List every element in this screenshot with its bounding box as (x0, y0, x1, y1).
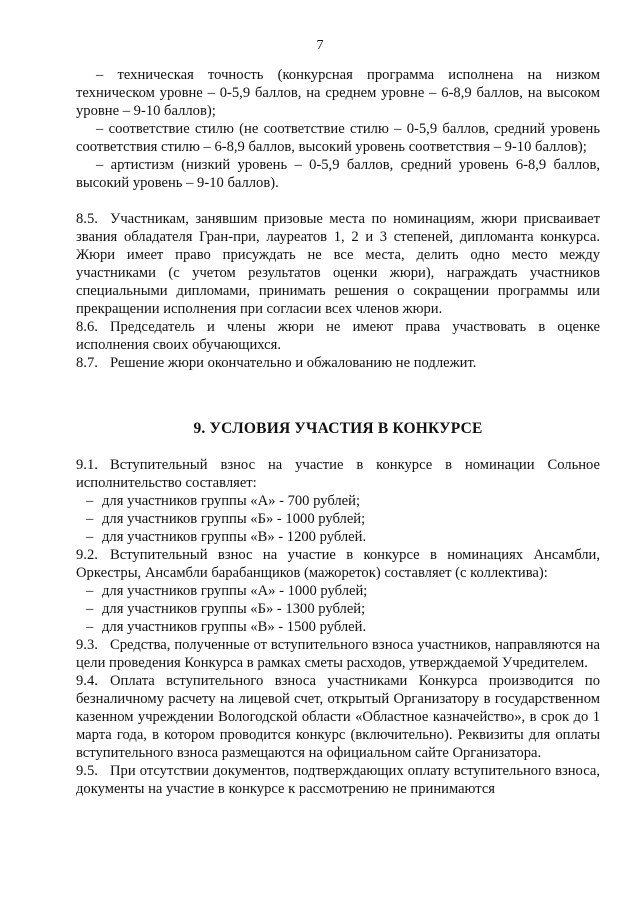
clause-text: Вступительный взнос на участие в конкурсе в номинациях Ансамбли, Оркестры, Ансамбли барабанщиков (мажореток) составляет (с коллектива): (76, 547, 600, 581)
clause-8-5 (76, 210, 600, 318)
list-item: – для участников группы «А» - 1000 рублей; (76, 582, 600, 600)
section-heading: 9. УСЛОВИЯ УЧАСТИЯ В КОНКУРСЕ (193, 420, 483, 437)
clause-text: Оплата вступительного взноса участниками Конкурса производится по безналичному расчету на лицевой счет, открытый Организатору в государственном казенном учреждении Вологодской области «Областное казначейство», в срок до 1 марта года, в котором проводится конкурс (включительно). Реквизиты для оплаты вступительного взноса размещаются на официальном сайте Организатора. (76, 673, 600, 761)
clause-text: Вступительный взнос на участие в конкурсе в номинации Сольное исполнительство составляет: (76, 457, 600, 491)
page-number: 7 (316, 38, 324, 53)
clause-number: 9.3. (76, 637, 98, 653)
list-item: – для участников группы «Б» - 1000 рублей; (76, 510, 600, 528)
criterion-technical-accuracy: – техническая точность (конкурсная программа исполнена на низком техническом уровне – 0-5,9 баллов, на среднем уровне – 6-8,9 баллов, на высоком уровне – 9-10 баллов); (76, 67, 600, 119)
criterion-style-conformity: – соответствие стилю (не соответствие стилю – 0-5,9 баллов, средний уровень соответствия стилю – 6-8,9 баллов, высокий уровень соответствия – 9-10 баллов); (76, 121, 600, 155)
clause-number: 9.5. (76, 763, 98, 779)
clause-text: Председатель и члены жюри не имеют права участвовать в оценке исполнения своих обучающихся. (76, 319, 600, 353)
document-body (76, 66, 600, 798)
criterion-artistry: – артистизм (низкий уровень – 0-5,9 баллов, средний уровень 6-8,9 баллов, высокий уровень – 9-10 баллов). (76, 157, 600, 191)
clause-9-2 (76, 546, 600, 582)
clause-number: 8.6. (76, 319, 98, 335)
fee-list-ensembles (76, 582, 600, 636)
clause-text: Участникам, занявшим призовые места по номинациям, жюри присваивает звания обладателя Гран-при, лауреатов 1, 2 и 3 степеней, дипломанта конкурса. Жюри имеет право присуждать не все места, делить одно место между участниками (с учетом результатов оценки жюри), награждать участников специальными дипломами, принимать решения о сокращении программы или прекращении исполнения при согласии всех членов жюри. (76, 211, 600, 317)
list-item: – для участников группы «А» - 700 рублей; (76, 492, 600, 510)
clause-number: 9.2. (76, 547, 98, 563)
list-item: – для участников группы «Б» - 1300 рублей; (76, 600, 600, 618)
clause-number: 9.1. (76, 457, 98, 473)
clause-number: 9.4. (76, 673, 98, 689)
clause-8-6 (76, 318, 600, 354)
clause-9-4 (76, 672, 600, 762)
clause-number: 8.5. (76, 211, 98, 227)
clause-9-1 (76, 456, 600, 492)
clause-number: 8.7. (76, 355, 98, 371)
list-item: – для участников группы «В» - 1200 рублей. (76, 528, 600, 546)
fee-list-solo (76, 492, 600, 546)
clause-text: При отсутствии документов, подтверждающих оплату вступительного взноса, документы на участие в конкурсе к рассмотрению не принимаются (76, 763, 600, 797)
clause-8-7 (76, 354, 600, 372)
clause-9-3 (76, 636, 600, 672)
clause-text: Средства, полученные от вступительного взноса участников, направляются на цели проведения Конкурса в рамках сметы расходов, утверждаемой Учредителем. (76, 637, 600, 671)
clause-9-5 (76, 762, 600, 798)
clause-text: Решение жюри окончательно и обжалованию не подлежит. (110, 355, 477, 371)
list-item: – для участников группы «В» - 1500 рублей. (76, 618, 600, 636)
spacer (76, 192, 600, 210)
